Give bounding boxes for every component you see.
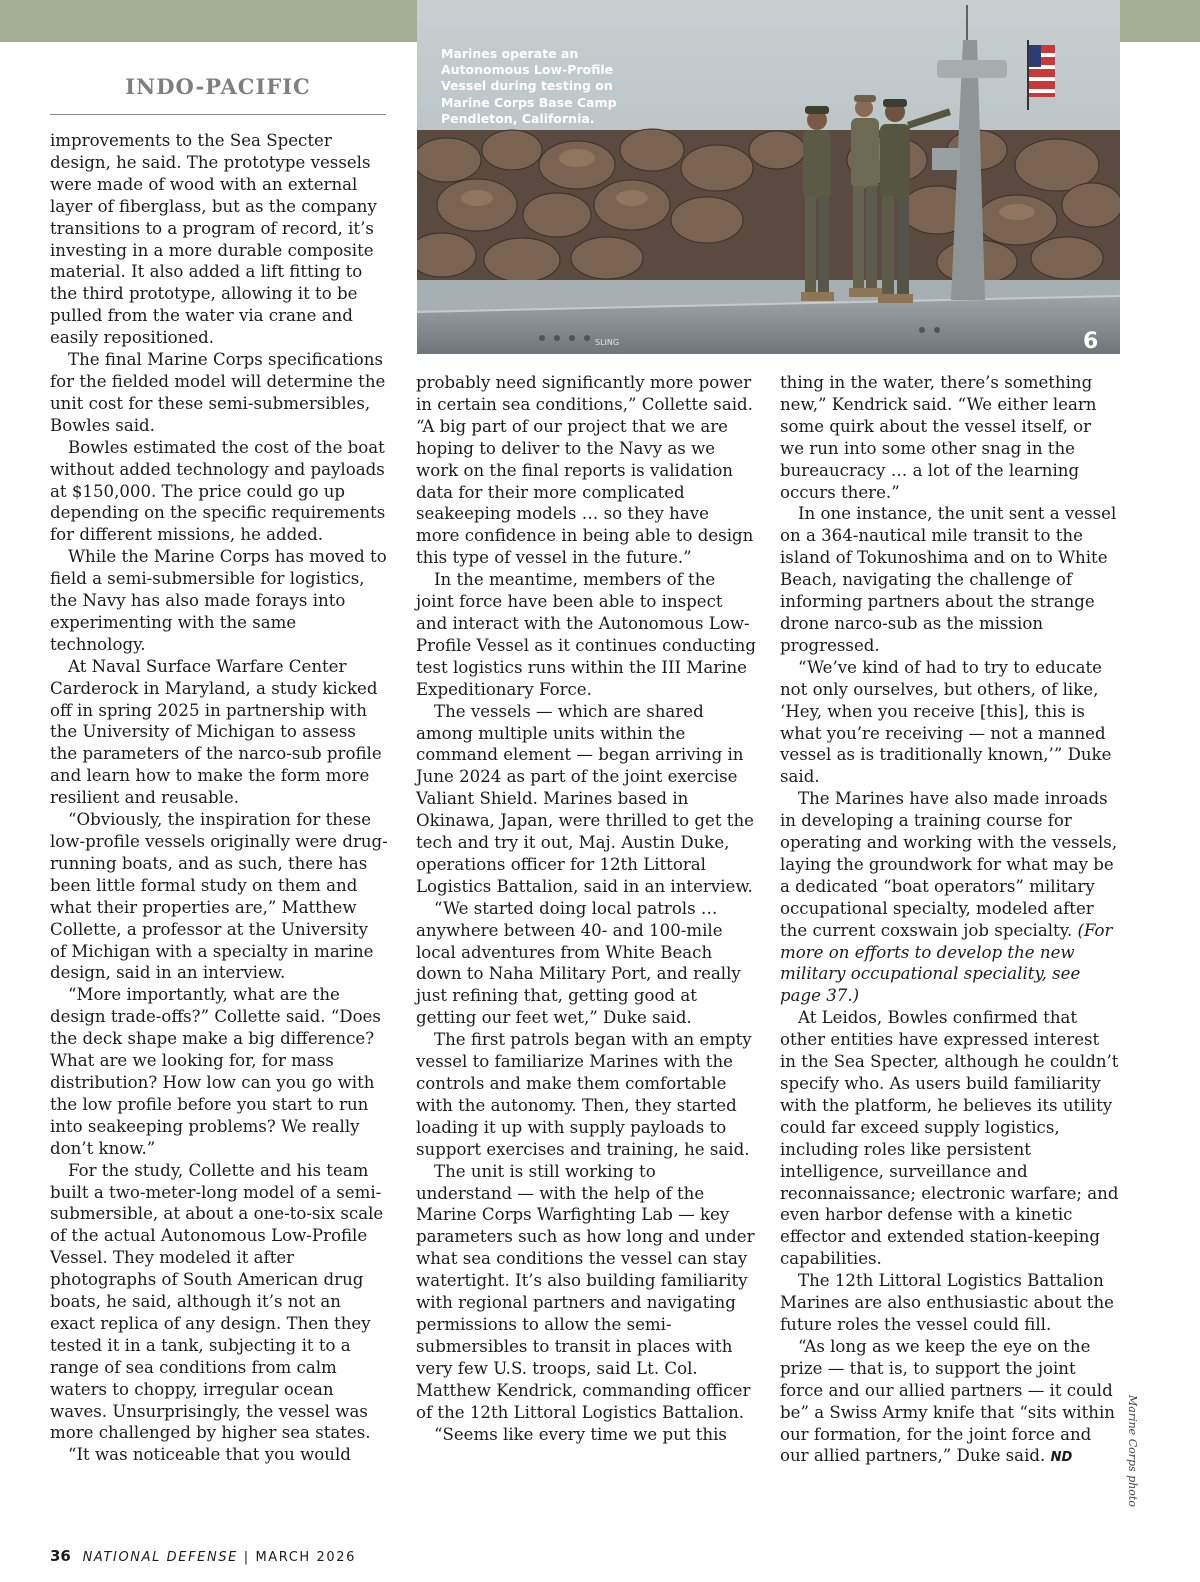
paragraph: “Seems like every time we put this bbox=[434, 1424, 727, 1444]
paragraph: At Leidos, Bowles confirmed that other entities have expressed interest in the Sea Specter, although he couldn’t specify who. As users build familiarity with the platform, he believes its utility could far exceed supply logistics, including roles like persistent intelligence, surveillance and reconnaissance; electronic warfare; and even harbor defense with a kinetic effector and extended station-keeping capabilities. bbox=[780, 1008, 1119, 1269]
paragraph: “Obviously, the inspiration for these low-profile vessels originally were drug-running boats, and as such, there has been little formal study on them and what their properties are,” Matthew Collette, a professor at the University of Michigan with a specialty in marine design, said in an interview. bbox=[50, 810, 388, 983]
paragraph: thing in the water, there’s something new,” Kendrick said. “We either learn some quirk about the vessel itself, or we run into some other snag in the bureaucracy … a lot of the learning occurs there.” bbox=[780, 373, 1097, 502]
paragraph: The first patrols began with an empty vessel to familiarize Marines with the controls and make them comfortable with the autonomy. Then, they started loading it up with supply payloads to support exercises and training, he said. bbox=[416, 1030, 752, 1159]
paragraph: At Naval Surface Warfare Center Carderock in Maryland, a study kicked off in spring 2025 in partnership with the University of Michigan to assess the parameters of the narco-sub profile and learn how to make the form more resilient and reusable. bbox=[50, 656, 382, 808]
paragraph: While the Marine Corps has moved to field a semi-submersible for logistics, the Navy has also made forays into experimenting with the same technology. bbox=[50, 547, 387, 654]
paragraph: “More importantly, what are the design trade-offs?” Collette said. “Does the deck shape make a big difference? What are we looking for, for mass distribution? How low can you go with the low profile before you start to run into seakeeping problems? We really don’t know.” bbox=[50, 985, 381, 1158]
paragraph: In the meantime, members of the joint force have been able to inspect and interact with the Autonomous Low-Profile Vessel as it continues conducting test logistics runs within the III Marine Expeditionary Force. bbox=[416, 570, 756, 699]
section-rule bbox=[50, 114, 386, 115]
paragraph-text: “As long as we keep the eye on the prize — that is, to support the joint force and our allied partners — it could be” a Swiss Army knife that “sits within our formation, for the joint force and our allied partners,” Duke said. bbox=[780, 1336, 1115, 1466]
paragraph: “It was noticeable that you would bbox=[68, 1445, 351, 1465]
paragraph bbox=[780, 1336, 1120, 1469]
photo-caption: Marines operate an Autonomous Low-Profile Vessel during testing on Marine Corps Base Camp Pendleton, California. bbox=[441, 46, 617, 126]
issue-date: MARCH 2026 bbox=[255, 1550, 357, 1565]
publication-name: NATIONAL DEFENSE bbox=[82, 1550, 238, 1565]
paragraph bbox=[780, 788, 1120, 1007]
hull-marking: SLING bbox=[595, 338, 620, 347]
hull-number: 6 bbox=[1083, 329, 1099, 354]
paragraph: In one instance, the unit sent a vessel on a 364-nautical mile transit to the island of Tokunoshima and on to White Beach, navigating the challenge of informing partners about the strange drone narco-sub as the mission progressed. bbox=[780, 504, 1117, 655]
article-column-1 bbox=[50, 130, 388, 1466]
paragraph: The vessels — which are shared among multiple units within the command element — began arriving in June 2024 as part of the joint exercise Valiant Shield. Marines based in Okinawa, Japan, were thrilled to get the tech and try it out, Maj. Austin Duke, operations officer for 12th Littoral Logistics Battalion, said in an interview. bbox=[416, 701, 754, 896]
footer-separator: | bbox=[243, 1550, 250, 1565]
paragraph: The final Marine Corps specifications for the fielded model will determine the unit cost for these semi-submersibles, Bowles said. bbox=[50, 350, 386, 435]
page-footer bbox=[50, 1547, 356, 1565]
paragraph: The 12th Littoral Logistics Battalion Marines are also enthusiastic about the future roles the vessel could fill. bbox=[780, 1271, 1114, 1334]
article-column-2 bbox=[416, 372, 756, 1445]
photo-credit: Marine Corps photo bbox=[1126, 1395, 1139, 1507]
paragraph: probably need significantly more power in certain sea conditions,” Collette said. “A big part of our project that we are hoping to deliver to the Navy as we work on the final reports is validation data for their more complicated seakeeping models … so they have more confidence in being able to design this type of vessel in the future.” bbox=[416, 373, 754, 568]
paragraph: Bowles estimated the cost of the boat without added technology and payloads at $150,000. The price could go up depending on the specific requirements for different missions, he added. bbox=[50, 437, 386, 545]
cross-reference-note: (For more on efforts to develop the new military occupational speciality, see page 37.) bbox=[780, 920, 1113, 1006]
end-mark: ND bbox=[1050, 1450, 1073, 1466]
page-number: 36 bbox=[50, 1547, 71, 1565]
section-label: INDO-PACIFIC bbox=[125, 74, 311, 99]
article-column-3 bbox=[780, 372, 1120, 1469]
paragraph: improvements to the Sea Specter design, he said. The prototype vessels were made of wood with an external layer of fiberglass, but as the company transitions to a program of record, it’s investing in a more durable composite material. It also added a lift fitting to the third prototype, allowing it to be pulled from the water via crane and easily repositioned. bbox=[50, 131, 377, 348]
paragraph-text: The Marines have also made inroads in developing a training course for operating and working with the vessels, laying the groundwork for what may be a dedicated “boat operators” military occupational specialty, modeled after the current coxswain job specialty. bbox=[780, 789, 1118, 940]
paragraph: “We started doing local patrols … anywhere between 40- and 100-mile local adventures from White Beach down to Naha Military Port, and really just refining that, getting good at getting our feet wet,” Duke said. bbox=[416, 898, 741, 1028]
paragraph: The unit is still working to understand — with the help of the Marine Corps Warfighting Lab — key parameters such as how long and under what sea conditions the vessel can stay watertight. It’s also building familiarity with regional partners and navigating permissions to allow the semi-submersibles to transit in places with very few U.S. troops, said Lt. Col. Matthew Kendrick, commanding officer of the 12th Littoral Logistics Battalion. bbox=[416, 1161, 755, 1422]
paragraph: “We’ve kind of had to try to educate not only ourselves, but others, of like, ‘Hey, when you receive [this], this is what you’re receiving — not a manned vessel as is traditionally known,’” Duke said. bbox=[780, 657, 1112, 787]
paragraph: For the study, Collette and his team built a two-meter-long model of a semi-submersible, at about a one-to-six scale of the actual Autonomous Low-Profile Vessel. They modeled it after photographs of South American drug boats, he said, although it’s not an exact replica of any design. Then they tested it in a tank, subjecting it to a range of sea conditions from calm waters to choppy, irregular ocean waves. Unsurprisingly, the vessel was more challenged by higher sea states. bbox=[50, 1160, 384, 1443]
